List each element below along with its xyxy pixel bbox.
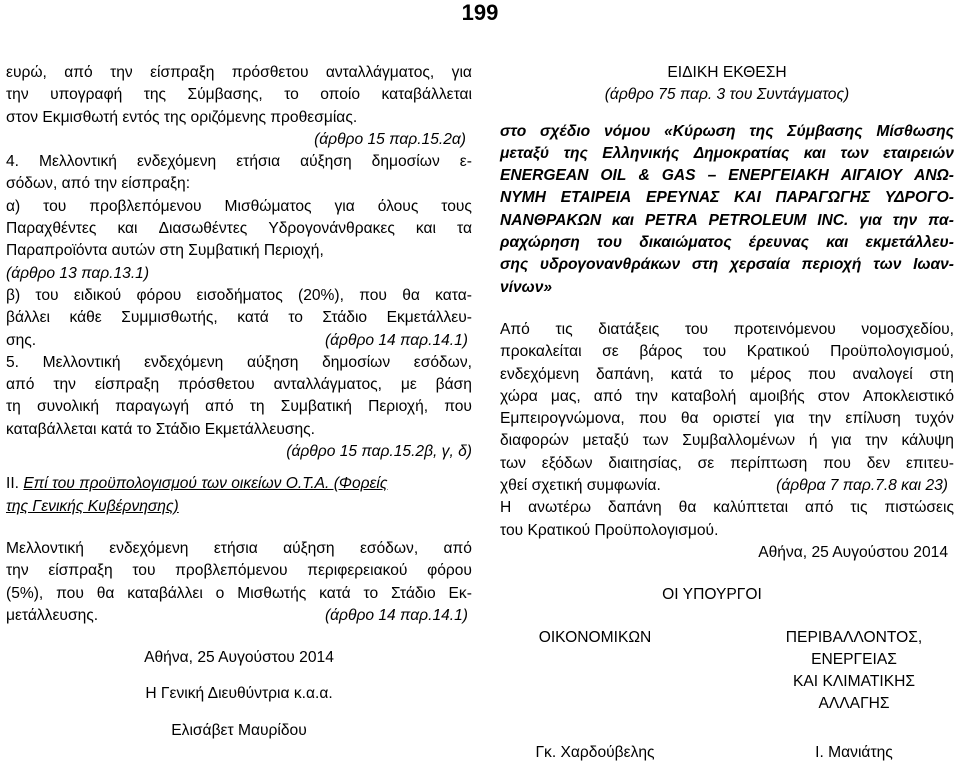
bill-title-line: ραχώρηση του δικαιώματος έρευνας και εκμετάλλευ- <box>500 234 954 252</box>
text-line-with-reference <box>6 330 472 352</box>
text-line: ευρώ, από την είσπραξη πρόσθετου ανταλλάγματος, για <box>6 64 472 81</box>
text-line: Από τις διατάξεις του προτεινόμενου νομοσχεδίου, <box>500 320 954 338</box>
text-line: Μελλοντική ενδεχόμενη ετήσια αύξηση εσόδων, από <box>6 539 472 557</box>
minister-title-block <box>754 627 954 716</box>
signer-name: Ελισάβετ Μαυρίδου <box>171 721 307 739</box>
text-line: στον Εκμισθωτή εντός της οριζόμενης προθεσμίας. <box>6 108 358 126</box>
text-line: του Κρατικού Προϋπολογισμού. <box>500 521 719 539</box>
section-title: της Γενικής Κυβέρνησης) <box>6 497 179 515</box>
text-line: τη συνολική παραγωγή από τη Συμβατική Περιοχή, που <box>6 398 472 416</box>
ministers-heading: ΟΙ ΥΠΟΥΡΓΟΙ <box>662 586 762 604</box>
bill-title-line: ΝΑΝΘΡΑΚΩΝ και PETRA PETROLEUM INC. για την πα- <box>500 211 954 229</box>
article-reference: (άρθρο 15 παρ.15.2α) <box>314 130 466 148</box>
bill-title-line: ENERGEAN OIL & GAS – ΕΝΕΡΓΕΙΑΚΗ ΑΙΓΑΙΟΥ ΑΝΩ- <box>500 167 954 185</box>
bill-title-line: νίνων» <box>500 278 553 296</box>
text-line: Παραπροϊόντα αυτών στη Συμβατική Περιοχή, <box>6 242 324 260</box>
text-fragment: σης. <box>6 331 37 349</box>
text-line: καταβάλλεται κατά το Στάδιο Εκμετάλλευσης. <box>6 420 316 438</box>
left-column <box>6 62 472 742</box>
text-line: από την είσπραξη πρόσθετου ανταλλάγματος, με βάση <box>6 376 472 394</box>
text-line: των εξόδων διαιτησίας, σε περίπτωση που δεν επιτευ- <box>500 454 954 472</box>
article-reference: (άρθρο 13 παρ.13.1) <box>6 264 150 282</box>
text-line: σόδων, από την είσπραξη: <box>6 175 191 193</box>
signer-title: Η Γενική Διευθύντρια κ.α.α. <box>145 685 333 703</box>
right-column <box>500 62 954 764</box>
minister-name: Γκ. Χαρδούβελης <box>535 743 655 761</box>
text-line: Η ανωτέρω δαπάνη θα καλύπτεται από τις πιστώσεις <box>500 499 954 517</box>
section-number: II. <box>6 475 19 493</box>
bill-title-line: ΝΥΜΗ ΕΤΑΙΡΕΙΑ ΕΡΕΥΝΑΣ ΚΑΙ ΠΑΡΑΓΩΓΗΣ ΥΔΡΟΓΟ- <box>500 189 954 207</box>
text-line: την υπογραφή της Σύμβασης, το οποίο καταβάλλεται <box>6 86 472 104</box>
text-line: βάλλει κάθε Συμμισθωτής, κατά το Στάδιο Εκμετάλλευ- <box>6 309 472 327</box>
text-line: Εμπειρογνώμονα, που θα οριστεί για την επίλυση τυχόν <box>500 410 954 428</box>
bill-title-line: στο σχέδιο νόμου «Κύρωση της Σύμβασης Μίσθωσης <box>500 122 954 140</box>
article-reference: (άρθρο 15 παρ.15.2β, γ, δ) <box>286 443 472 461</box>
text-fragment: μετάλλευσης. <box>6 606 99 624</box>
minister-names <box>500 742 954 764</box>
minister-title-line: ΑΛΛΑΓΗΣ <box>818 695 890 713</box>
section-title: Επί του προϋπολογισμού των οικείων Ο.Τ.Α. (Φορείς <box>23 475 388 493</box>
article-reference: (άρθρο 14 παρ.14.1) <box>324 606 468 624</box>
minister-title-line: ΕΝΕΡΓΕΙΑΣ <box>811 650 897 668</box>
minister-title-line: ΚΑΙ ΚΛΙΜΑΤΙΚΗΣ <box>792 673 915 691</box>
text-line: β) του ειδικού φόρου εισοδήματος (20%), που θα κατα- <box>6 286 472 304</box>
signature-date: Αθήνα, 25 Αυγούστου 2014 <box>144 649 334 667</box>
text-line: 4. Μελλοντική ενδεχόμενη ετήσια αύξηση δημοσίων ε- <box>6 153 472 171</box>
article-reference: (άρθρα 7 παρ.7.8 και 23) <box>776 477 948 495</box>
page-number: 199 <box>461 0 499 25</box>
report-heading: ΕΙΔΙΚΗ ΕΚΘΕΣΗ <box>667 64 787 81</box>
text-line: 5. Μελλοντική ενδεχόμενη αύξηση δημοσίων εσόδων, <box>6 353 472 371</box>
bill-title-line: σης υδρογονανθράκων στη χερσαία περιοχή των Ιωαν- <box>500 256 954 274</box>
text-line: (5%), που θα καταβάλλει ο Μισθωτής κατά το Στάδιο Εκ- <box>6 584 472 602</box>
minister-name: Ι. Μανιάτης <box>815 743 893 761</box>
article-reference: (άρθρο 14 παρ.14.1) <box>324 331 468 349</box>
minister-title: ΟΙΚΟΝΟΜΙΚΩΝ <box>538 628 652 646</box>
bill-title-line: μεταξύ της Ελληνικής Δημοκρατίας και των εταιρειών <box>500 144 954 162</box>
text-line: διαφορών μεταξύ των Συμβαλλομένων ή για την κάλυψη <box>500 432 954 450</box>
text-line: προκαλείται σε βάρος του Κρατικού Προϋπολογισμού, <box>500 343 954 361</box>
text-line: α) του προβλεπόμενου Μισθώματος για όλους τους <box>6 197 472 215</box>
report-subheading: (άρθρο 75 παρ. 3 του Συντάγματος) <box>604 86 850 104</box>
text-fragment: χθεί σχετική συμφωνία. <box>500 477 661 495</box>
text-line: Παραχθέντες και Διασωθέντες Υδρογονάνθρακες και τα <box>6 220 472 238</box>
text-line: την είσπραξη του προβλεπόμενου περιφερειακού φόρου <box>6 562 472 580</box>
minister-title-line: ΠΕΡΙΒΑΛΛΟΝΤΟΣ, <box>785 628 923 646</box>
text-line-with-reference <box>6 605 472 627</box>
text-line-with-reference <box>500 475 954 497</box>
signature-date: Αθήνα, 25 Αυγούστου 2014 <box>758 543 948 561</box>
minister-titles <box>500 627 954 716</box>
text-line: χώρα μας, από την καταβολή αμοιβής στον Αποκλειστικό <box>500 387 954 405</box>
section-heading <box>6 473 472 495</box>
text-line: ενδεχόμενη δαπάνη, κατά το μέρος που αναλογεί στη <box>500 365 954 383</box>
